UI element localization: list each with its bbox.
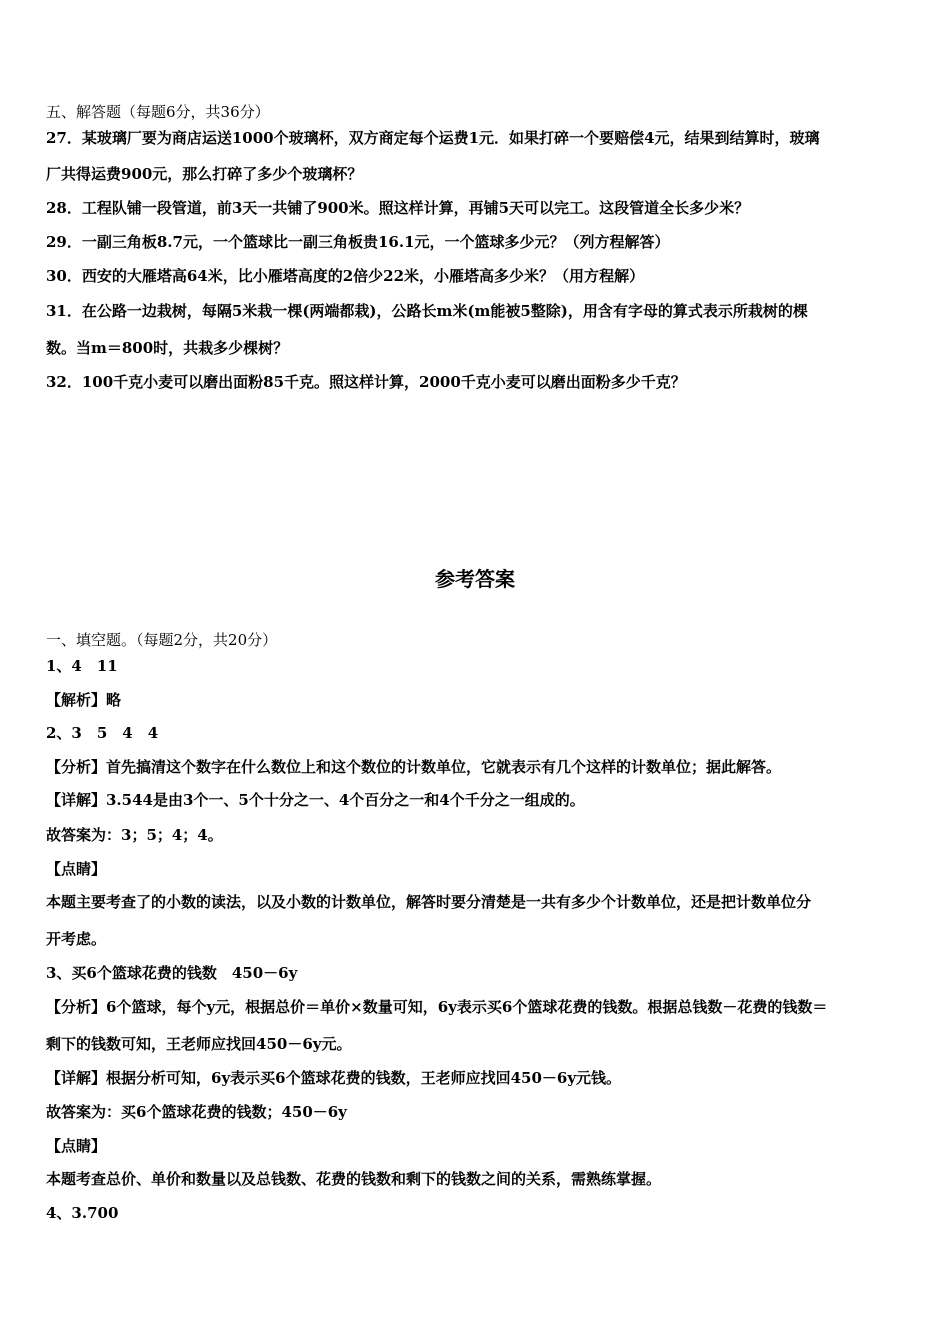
- answer-3-comment: 本题考查总价、单价和数量以及总钱数、花费的钱数和剩下的钱数之间的关系，需熟练掌握。: [46, 1170, 662, 1188]
- answer-4: 4、3.700: [46, 1204, 119, 1222]
- answer-2-analysis: 【分析】首先搞清这个数字在什么数位上和这个数位的计数单位，它就表示有几个这样的计数单位；据此解答。: [46, 758, 782, 776]
- answer-3-detail: 【详解】根据分析可知，6y表示买6个篮球花费的钱数，王老师应找回450－6y元钱。: [46, 1069, 622, 1087]
- answers-title: 参考答案: [435, 567, 515, 591]
- answer-2: 2、3 5 4 4: [46, 724, 159, 742]
- question-29: 29．一副三角板8.7元，一个篮球比一副三角板贵16.1元，一个篮球多少元？（列方程解答）: [46, 233, 670, 251]
- answer-3-analysis-line-1: 【分析】6个篮球，每个y元，根据总价＝单价×数量可知，6y表示买6个篮球花费的钱数。根据总钱数－花费的钱数＝: [46, 998, 828, 1016]
- section-5-heading: 五、解答题（每题6分，共36分）: [46, 103, 270, 121]
- question-32: 32．100千克小麦可以磨出面粉85千克。照这样计算，2000千克小麦可以磨出面粉多少千克？: [46, 373, 686, 391]
- answer-1: 1、4 11: [46, 657, 118, 675]
- answer-3-conclusion: 故答案为：买6个篮球花费的钱数；450－6y: [46, 1103, 347, 1121]
- answer-2-comment-label: 【点睛】: [46, 860, 107, 878]
- answer-3: 3、买6个篮球花费的钱数 450－6y: [46, 964, 298, 982]
- answer-3-comment-label: 【点睛】: [46, 1137, 107, 1155]
- question-31-line-2: 数。当m＝800时，共栽多少棵树？: [46, 339, 289, 357]
- question-31-line-1: 31．在公路一边栽树，每隔5米栽一棵(两端都栽)，公路长m米(m能被5整除)，用含有字母的算式表示所栽树的棵: [46, 302, 808, 320]
- answer-2-comment-line-2: 开考虑。: [46, 930, 107, 948]
- answer-2-conclusion: 故答案为：3；5；4；4。: [46, 826, 223, 844]
- question-30: 30．西安的大雁塔高64米，比小雁塔高度的2倍少22米，小雁塔高多少米？（用方程解）: [46, 267, 645, 285]
- question-27-line-2: 厂共得运费900元，那么打碎了多少个玻璃杯？: [46, 165, 363, 183]
- answer-2-comment-line-1: 本题主要考查了的小数的读法，以及小数的计数单位，解答时要分清楚是一共有多少个计数单位，还是把计数单位分: [46, 893, 812, 911]
- answer-2-detail: 【详解】3.544是由3个一、5个十分之一、4个百分之一和4个千分之一组成的。: [46, 791, 585, 809]
- question-27-line-1: 27．某玻璃厂要为商店运送1000个玻璃杯，双方商定每个运费1元．如果打碎一个要赔偿4元，结果到结算时，玻璃: [46, 129, 820, 147]
- answer-3-analysis-line-2: 剩下的钱数可知，王老师应找回450－6y元。: [46, 1035, 352, 1053]
- answer-1-analysis: 【解析】略: [46, 691, 122, 709]
- question-28: 28．工程队铺一段管道，前3天一共铺了900米。照这样计算，再铺5天可以完工。这段管道全长多少米？: [46, 199, 750, 217]
- answers-section-1-heading: 一、填空题。（每题2分，共20分）: [46, 631, 278, 649]
